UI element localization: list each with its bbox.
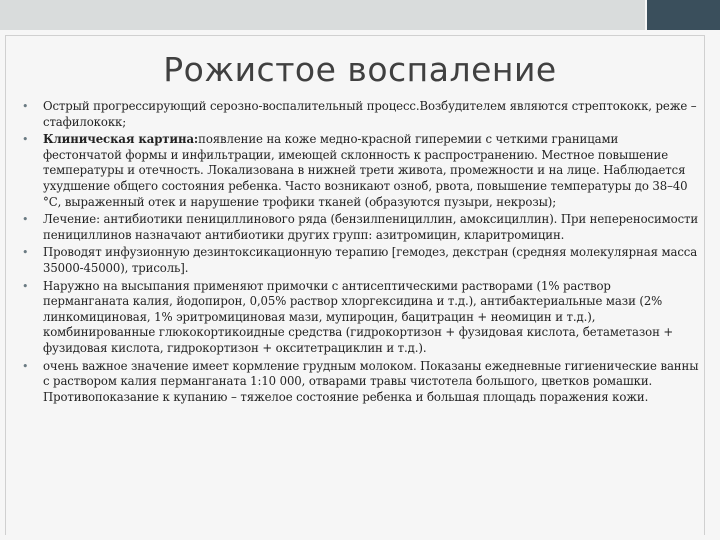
bullet-item-treatment: [22, 212, 700, 243]
slide-frame-left: [5, 35, 6, 535]
bullet-text: появление на коже медно-красной гиперемии с четкими границами фестончатой формы и инфильтрации, имеющей склонность к распространению. Местное повышение температуры и отечность. Локализована в нижней трети живота, промежности и на лице. Наблюдается ухудшение общего состояния ребенка. Часто возникают озноб, рвота, повышение температуры до 38–40 °С, выраженный отек и нарушение трофики тканей (образуются пузыри, некрозы);: [43, 132, 688, 209]
header-accent-block: [647, 0, 720, 30]
bullet-icon: •: [22, 213, 29, 227]
bullet-icon: •: [22, 359, 29, 373]
bullet-lead: Клиническая картина:: [43, 132, 199, 147]
bullet-item-definition: [22, 99, 700, 130]
header-band: [0, 0, 645, 30]
bullet-text: Лечение: антибиотики пенициллинового ряда (бензилпенициллин, амоксициллин). При непереносимости пенициллинов назначают антибиотики других групп: азитромицин, кларитромицин.: [43, 212, 699, 242]
bullet-list: [22, 99, 700, 407]
bullet-item-topical-treatment: [22, 279, 700, 357]
bullet-text: Наружно на высыпания применяют примочки с антисептическими растворами (1% раствор перманганата калия, йодопирон, 0,05% раствор хлоргексидина и т.д.), антибактериальные мази (2% линкомициновая, 1% эритромициновая мази, мупироцин, бацитрацин + неомицин и т.д.), комбинированные глюкокортикоидные средства (гидрокортизон + фузидовая кислота, бетаметазон + фузидовая кислота, гидрокортизон + окситетрациклин и т.д.).: [43, 278, 674, 355]
bullet-icon: •: [22, 246, 29, 260]
slide-frame-right: [704, 35, 705, 535]
bullet-item-infusion-therapy: [22, 245, 700, 276]
slide-frame-top: [5, 35, 704, 36]
slide-title: Рожистое воспаление: [163, 50, 557, 89]
bullet-text: Проводят инфузионную дезинтоксикационную терапию [гемодез, декстран (средняя молекулярная масса 35000-45000), трисоль].: [43, 245, 698, 275]
bullet-text: Острый прогрессирующий серозно-воспалительный процесс.Возбудителем являются стрептококк, реже – стафилококк;: [43, 99, 697, 129]
bullet-icon: •: [22, 279, 29, 293]
bullet-text: очень важное значение имеет кормление грудным молоком. Показаны ежедневные гигиенические ванны с раствором калия перманганата 1:10 000, отварами травы чистотела большого, цветков ромашки. Противопоказание к купанию – тяжелое состояние ребенка и большая площадь поражения кожи.: [43, 358, 699, 404]
bullet-icon: •: [22, 100, 29, 113]
bullet-item-care: [22, 359, 700, 406]
bullet-icon: •: [22, 133, 29, 147]
bullet-item-clinical-picture: [22, 132, 700, 210]
